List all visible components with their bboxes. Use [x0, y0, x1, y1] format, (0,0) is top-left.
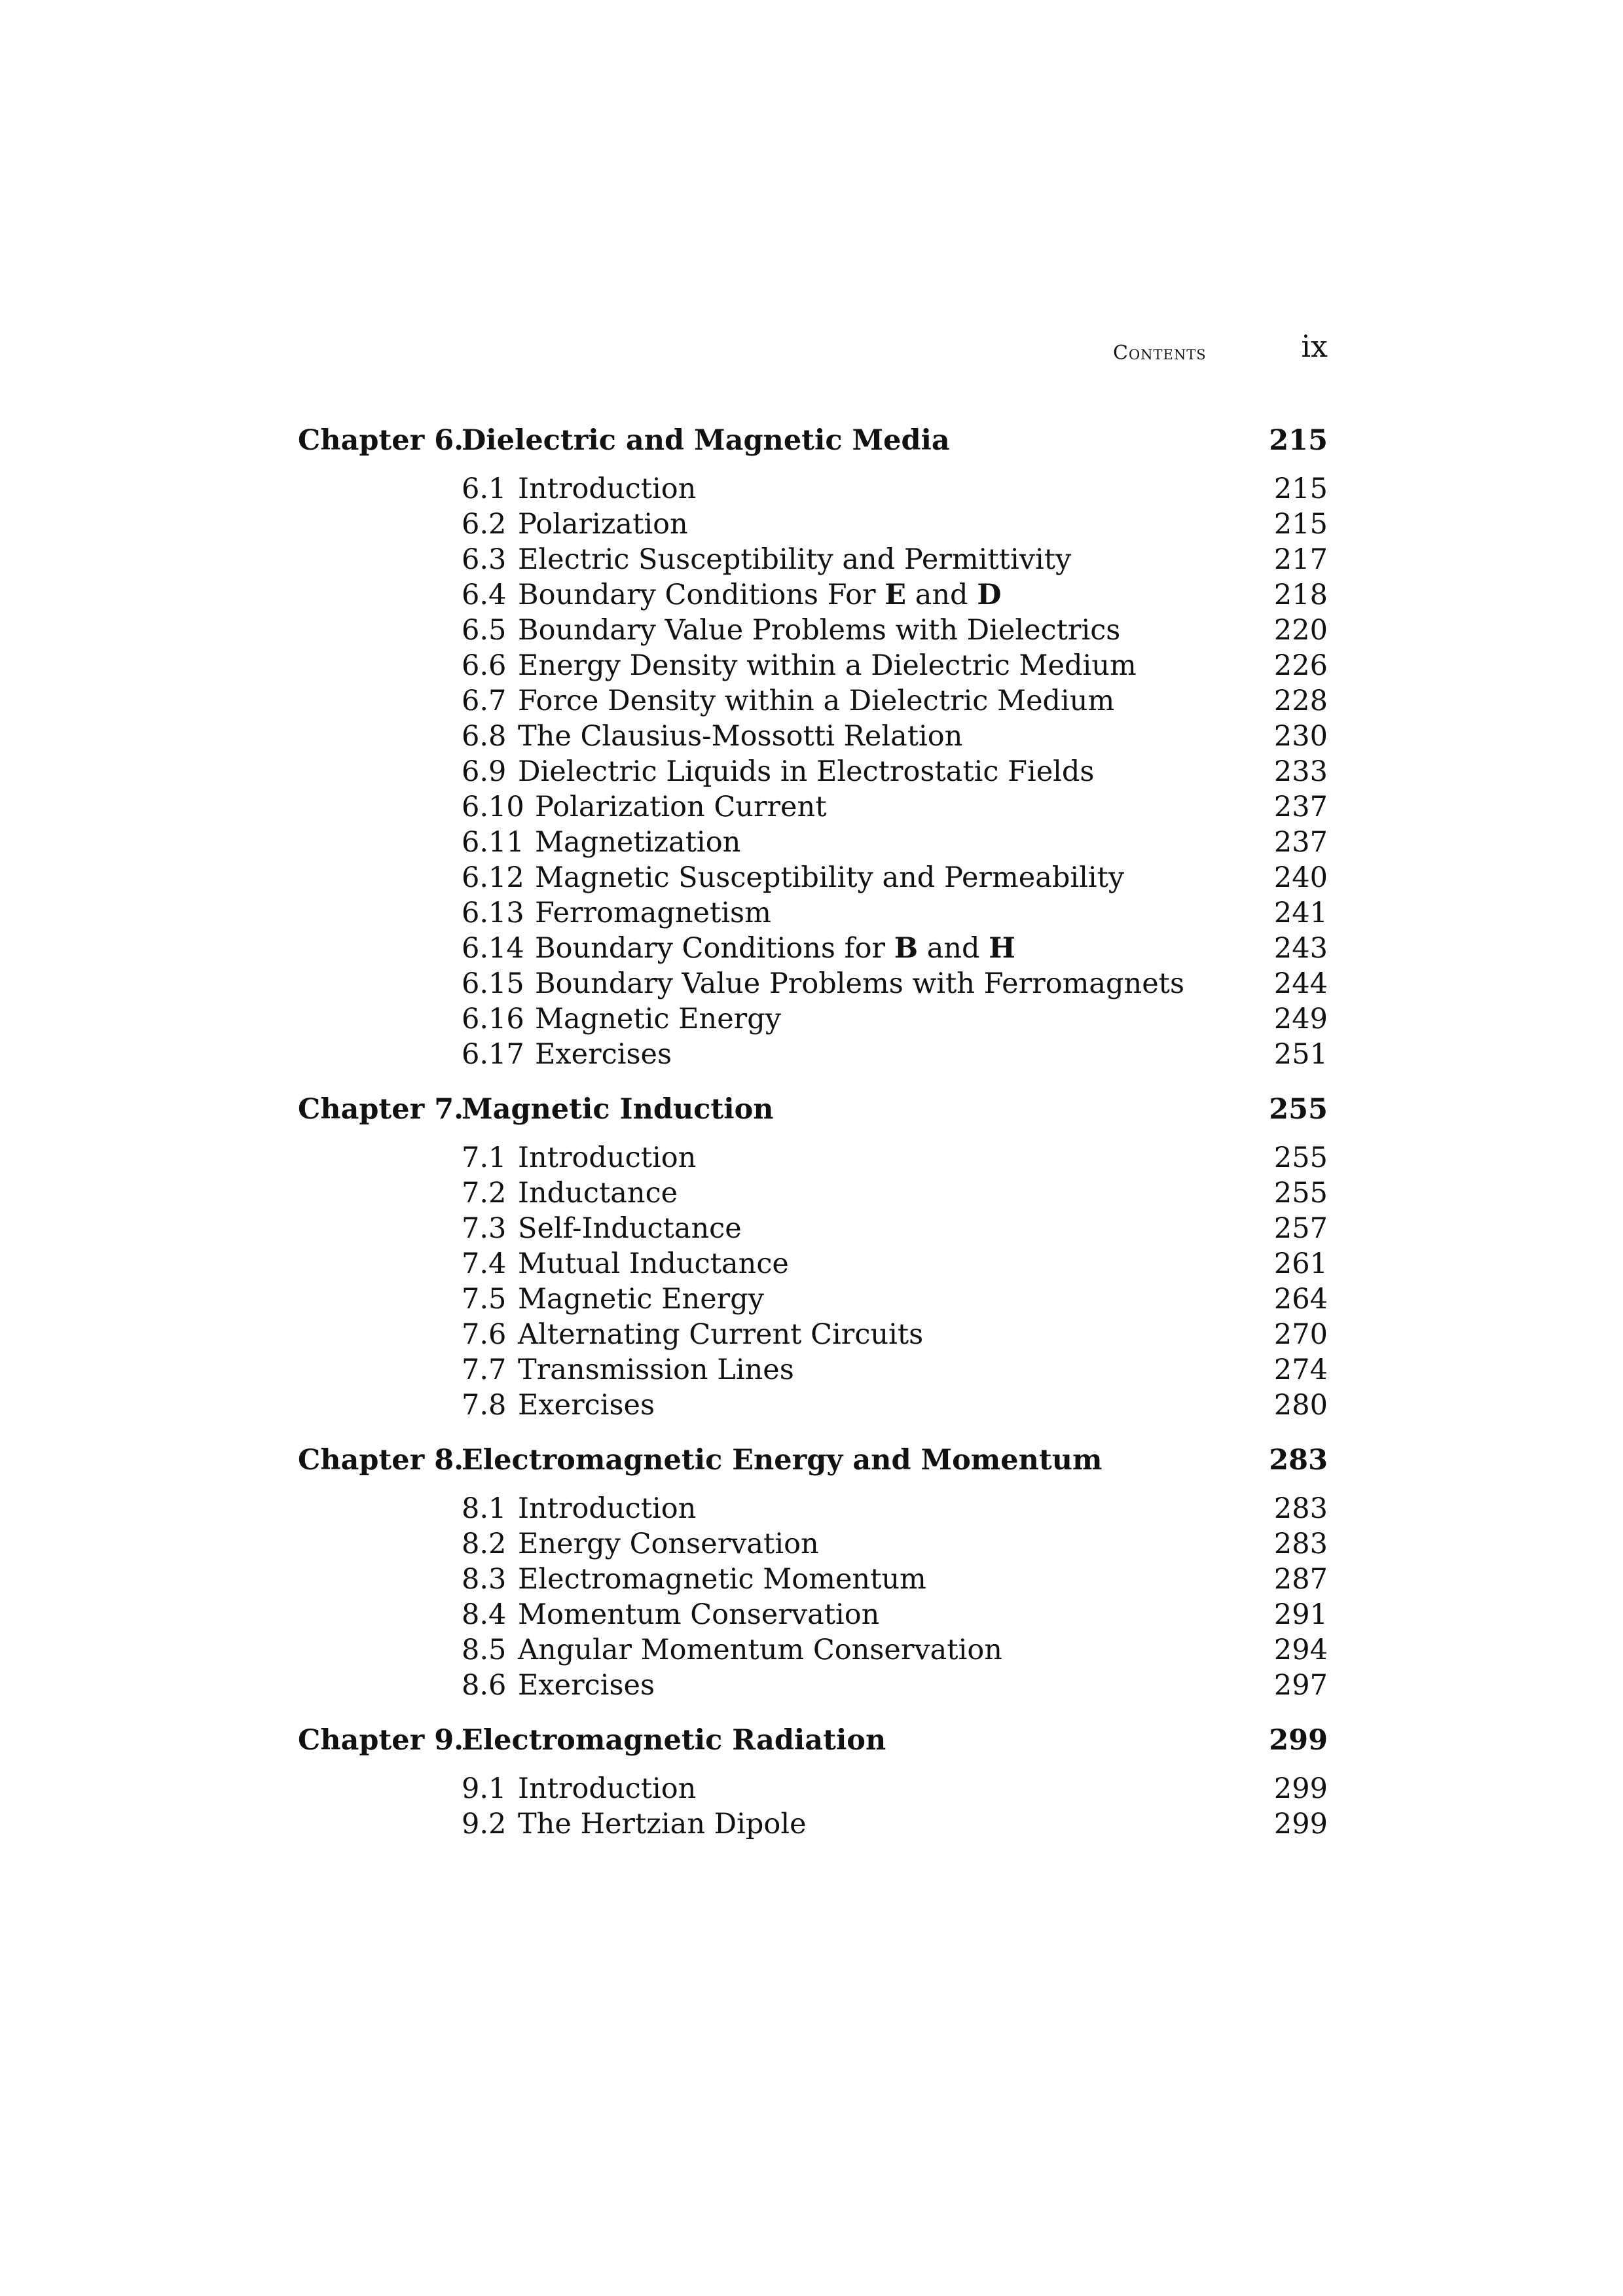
section-number: 8.5 — [462, 1634, 507, 1666]
section-title: Magnetic Energy — [535, 1003, 782, 1035]
section-title: Mutual Inductance — [518, 1247, 789, 1280]
toc-entry — [298, 1669, 1328, 1706]
section-page: 244 — [1273, 967, 1328, 1000]
section-number: 8.6 — [462, 1669, 507, 1702]
toc-entry — [298, 1141, 1328, 1178]
section-page: 217 — [1273, 543, 1328, 576]
section-title: Introduction — [518, 1772, 697, 1805]
section-number: 6.3 — [462, 543, 507, 576]
section-page: 299 — [1273, 1772, 1328, 1805]
chapter-heading — [298, 1724, 1328, 1763]
chapter-page: 215 — [1269, 424, 1328, 457]
chapter-page: 255 — [1269, 1093, 1328, 1126]
section-page: 233 — [1273, 755, 1328, 788]
section-title: Inductance — [518, 1177, 678, 1210]
toc-entry — [298, 791, 1328, 827]
section-page: 283 — [1273, 1492, 1328, 1525]
chapter-label: Chapter 9. — [298, 1724, 464, 1757]
section-title: The Hertzian Dipole — [518, 1808, 807, 1840]
chapter-title: Magnetic Induction — [462, 1093, 774, 1126]
chapter-heading — [298, 424, 1328, 463]
section-page: 228 — [1273, 685, 1328, 717]
vector-symbol: E — [884, 579, 907, 611]
toc-entry — [298, 932, 1328, 969]
toc-entry — [298, 543, 1328, 580]
section-title: Energy Density within a Dielectric Medium — [518, 649, 1137, 682]
section-number: 8.4 — [462, 1598, 507, 1631]
toc-entry — [298, 1492, 1328, 1529]
section-number: 7.1 — [462, 1141, 507, 1174]
toc-entry — [298, 1247, 1328, 1284]
toc-entry — [298, 861, 1328, 898]
section-page: 215 — [1273, 473, 1328, 505]
toc-entry — [298, 614, 1328, 651]
section-number: 6.16 — [462, 1003, 524, 1035]
section-page: 299 — [1273, 1808, 1328, 1840]
section-page: 287 — [1273, 1563, 1328, 1596]
section-title: Boundary Conditions For E and D — [518, 579, 1002, 611]
toc-entry — [298, 1003, 1328, 1039]
section-page: 274 — [1273, 1354, 1328, 1386]
section-title: Polarization — [518, 508, 688, 541]
section-title: Dielectric Liquids in Electrostatic Fields — [518, 755, 1095, 788]
section-number: 7.3 — [462, 1212, 507, 1245]
section-title: Electric Susceptibility and Permittivity — [518, 543, 1072, 576]
section-number: 6.11 — [462, 826, 524, 859]
section-title: Momentum Conservation — [518, 1598, 880, 1631]
section-title: Ferromagnetism — [535, 897, 771, 929]
section-page: 243 — [1273, 932, 1328, 965]
section-title: Self-Inductance — [518, 1212, 742, 1245]
section-number: 7.7 — [462, 1354, 507, 1386]
section-page: 297 — [1273, 1669, 1328, 1702]
section-number: 7.6 — [462, 1318, 507, 1351]
section-number: 7.4 — [462, 1247, 507, 1280]
section-page: 218 — [1273, 579, 1328, 611]
section-page: 294 — [1273, 1634, 1328, 1666]
running-head-title: Contents — [1113, 342, 1207, 365]
section-number: 6.14 — [462, 932, 524, 965]
section-page: 264 — [1273, 1283, 1328, 1316]
section-number: 6.7 — [462, 685, 507, 717]
toc-entry — [298, 1772, 1328, 1809]
section-page: 220 — [1273, 614, 1328, 647]
toc-entry — [298, 1177, 1328, 1213]
chapter-page: 283 — [1269, 1444, 1328, 1477]
toc-entry — [298, 1354, 1328, 1390]
section-page: 261 — [1273, 1247, 1328, 1280]
chapter-title: Electromagnetic Radiation — [462, 1724, 886, 1757]
section-title: The Clausius-Mossotti Relation — [518, 720, 963, 753]
chapter-heading — [298, 1093, 1328, 1132]
vector-symbol: B — [894, 932, 919, 965]
toc-entry — [298, 508, 1328, 545]
toc-entry — [298, 1634, 1328, 1670]
section-page: 257 — [1273, 1212, 1328, 1245]
section-number: 6.15 — [462, 967, 524, 1000]
section-title: Introduction — [518, 1141, 697, 1174]
section-title: Electromagnetic Momentum — [518, 1563, 926, 1596]
section-title: Magnetization — [535, 826, 741, 859]
section-page: 237 — [1273, 826, 1328, 859]
section-number: 6.13 — [462, 897, 524, 929]
toc-entry — [298, 1808, 1328, 1844]
section-page: 215 — [1273, 508, 1328, 541]
section-number: 6.4 — [462, 579, 507, 611]
section-number: 6.5 — [462, 614, 507, 647]
chapter-label: Chapter 7. — [298, 1093, 464, 1126]
section-number: 6.1 — [462, 473, 507, 505]
section-number: 7.5 — [462, 1283, 507, 1316]
section-number: 7.8 — [462, 1389, 507, 1422]
section-page: 280 — [1273, 1389, 1328, 1422]
section-title: Transmission Lines — [518, 1354, 794, 1386]
toc-entry — [298, 649, 1328, 686]
section-page: 251 — [1273, 1038, 1328, 1071]
section-number: 8.3 — [462, 1563, 507, 1596]
page-number: ix — [1301, 329, 1328, 364]
section-page: 249 — [1273, 1003, 1328, 1035]
section-page: 241 — [1273, 897, 1328, 929]
section-number: 6.9 — [462, 755, 507, 788]
section-number: 8.1 — [462, 1492, 507, 1525]
vector-symbol: D — [977, 579, 1002, 611]
toc-entry — [298, 579, 1328, 615]
section-title: Introduction — [518, 473, 697, 505]
toc-entry — [298, 473, 1328, 509]
toc-entry — [298, 897, 1328, 933]
section-page: 283 — [1273, 1528, 1328, 1560]
section-page: 230 — [1273, 720, 1328, 753]
section-title: Introduction — [518, 1492, 697, 1525]
section-title: Magnetic Energy — [518, 1283, 765, 1316]
section-page: 270 — [1273, 1318, 1328, 1351]
toc-entry — [298, 1563, 1328, 1600]
section-page: 240 — [1273, 861, 1328, 894]
toc-entry — [298, 826, 1328, 863]
section-title: Alternating Current Circuits — [518, 1318, 924, 1351]
section-title: Boundary Value Problems with Ferromagnets — [535, 967, 1185, 1000]
running-head — [1113, 327, 1328, 373]
toc-entry — [298, 1283, 1328, 1319]
toc-entry — [298, 967, 1328, 1004]
section-number: 9.2 — [462, 1808, 507, 1840]
section-number: 6.2 — [462, 508, 507, 541]
section-title: Exercises — [535, 1038, 672, 1071]
section-page: 255 — [1273, 1141, 1328, 1174]
section-page: 255 — [1273, 1177, 1328, 1210]
section-title: Energy Conservation — [518, 1528, 819, 1560]
toc-entry — [298, 1528, 1328, 1564]
toc-entry — [298, 1318, 1328, 1355]
section-number: 6.6 — [462, 649, 507, 682]
section-number: 9.1 — [462, 1772, 507, 1805]
section-number: 6.12 — [462, 861, 524, 894]
chapter-title: Dielectric and Magnetic Media — [462, 424, 950, 457]
section-number: 6.17 — [462, 1038, 524, 1071]
section-number: 6.8 — [462, 720, 507, 753]
toc-entry — [298, 1212, 1328, 1249]
toc-entry — [298, 1389, 1328, 1426]
chapter-label: Chapter 8. — [298, 1444, 464, 1477]
chapter-title: Electromagnetic Energy and Momentum — [462, 1444, 1103, 1477]
section-page: 291 — [1273, 1598, 1328, 1631]
chapter-heading — [298, 1444, 1328, 1483]
section-page: 226 — [1273, 649, 1328, 682]
section-number: 6.10 — [462, 791, 524, 823]
section-title: Force Density within a Dielectric Medium — [518, 685, 1115, 717]
chapter-page: 299 — [1269, 1724, 1328, 1757]
section-page: 237 — [1273, 791, 1328, 823]
section-number: 8.2 — [462, 1528, 507, 1560]
section-title: Boundary Conditions for B and H — [535, 932, 1015, 965]
section-title: Exercises — [518, 1669, 655, 1702]
toc-entry — [298, 1598, 1328, 1635]
section-title: Boundary Value Problems with Dielectrics — [518, 614, 1121, 647]
chapter-label: Chapter 6. — [298, 424, 464, 457]
toc-entry — [298, 720, 1328, 757]
section-title: Polarization Current — [535, 791, 827, 823]
section-number: 7.2 — [462, 1177, 507, 1210]
toc-entry — [298, 685, 1328, 721]
section-title: Magnetic Susceptibility and Permeability — [535, 861, 1125, 894]
toc-entry — [298, 755, 1328, 792]
vector-symbol: H — [989, 932, 1015, 965]
toc-entry — [298, 1038, 1328, 1075]
section-title: Angular Momentum Conservation — [518, 1634, 1002, 1666]
section-title: Exercises — [518, 1389, 655, 1422]
